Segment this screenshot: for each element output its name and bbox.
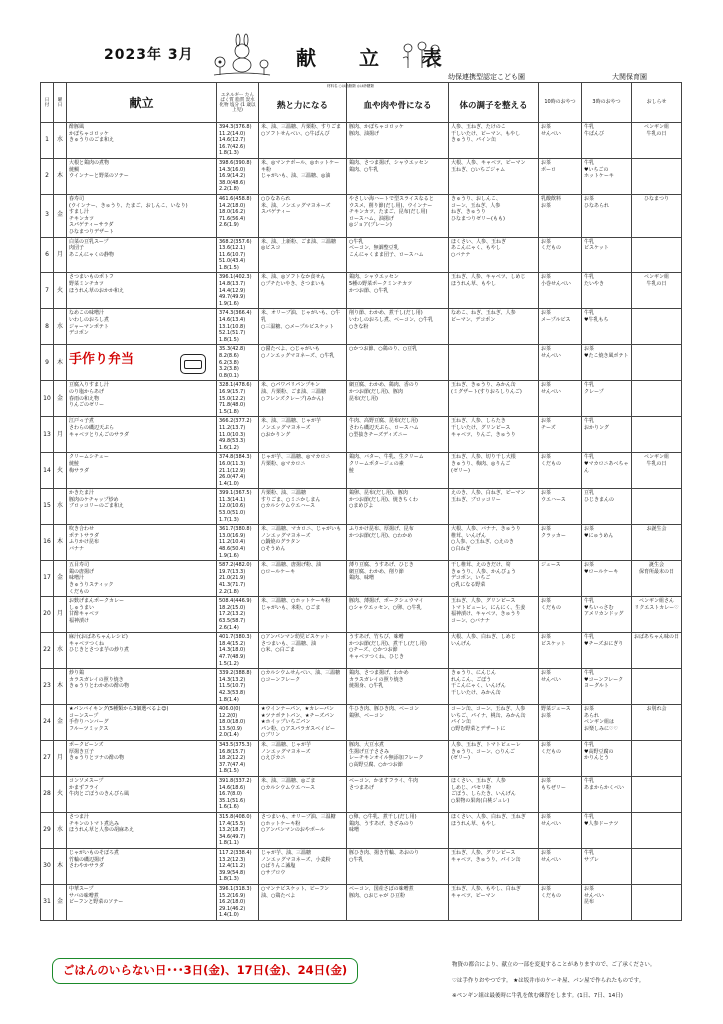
- bento-box-icon: [180, 354, 206, 374]
- day-number: 13: [41, 417, 54, 453]
- day-note: [632, 417, 682, 453]
- day-of-week: 木: [54, 158, 67, 194]
- table-header-row: [41, 83, 682, 123]
- body-building-foods: 牛ひき肉、豚ひき肉、ベーコン 鶏卵、ベーコン: [347, 705, 449, 741]
- nutrition-values: 361.7(380.8) 13.0(16.9) 11.2(10.4) 48.6(50.4) 1.9(1.6): [217, 525, 259, 561]
- day-of-week: 水: [54, 489, 67, 525]
- regulating-foods: 玉ねぎ、人参、しらたき 干しいたけ、グリンピース キャベツ、りんご、きゅうり: [449, 417, 539, 453]
- day-of-week: 木: [54, 345, 67, 381]
- regulating-foods: 人参、玉ねぎ、たけのこ 干しいたけ、ピーマン、もやし きゅうり、パイン缶: [449, 123, 539, 159]
- body-building-foods: 豚肉、薄揚げ、ポークシュウマイ ○シャウエッセン、○卵、○牛乳: [347, 597, 449, 633]
- day-note: [632, 345, 682, 381]
- menu-items: かきたま汁 豚肉のケチャップ炒め ブロッコリーのごま和え: [67, 489, 217, 525]
- menu-day-row: [41, 453, 682, 489]
- energy-foods: 米、油、◎ソフトなか食せん ○プチたいやき、さつまいも: [259, 273, 347, 309]
- menu-day-row: [41, 123, 682, 159]
- afternoon-snack: 牛乳 牛ぱんび: [582, 123, 632, 159]
- afternoon-snack: 牛乳 ビスケット: [582, 237, 632, 273]
- col-green: 体の調子を整える: [449, 83, 539, 123]
- afternoon-snack: 牛乳 ♥牛乳もち: [582, 309, 632, 345]
- day-note: [632, 381, 682, 417]
- afternoon-snack: 牛乳 おかりング: [582, 417, 632, 453]
- menu-items: [67, 345, 217, 381]
- nutrition-values: 117.2(338.4) 13.2(12.3) 12.4(11.2) 39.9(54.8) 1.8(1.3): [217, 848, 259, 884]
- afternoon-snack: お茶 ♥にゅうめん: [582, 525, 632, 561]
- morning-snack: お茶 せんべい: [539, 381, 582, 417]
- flower-sprouts-icon: [400, 40, 442, 70]
- menu-items: お麩げまんポークカレー しゅうまい 甘酢キャベツ 福神漬け: [67, 597, 217, 633]
- footer-note-penguin: ※ペンギン組は最後時に牛乳を飲む練習をします。(1日、7日、14日): [452, 993, 623, 999]
- body-building-foods: ○卵、○牛乳、煮干し(だし用) 鶏肉、うすあげ、きざみのり 味噌: [347, 813, 449, 849]
- regulating-foods: 玉ねぎ、きゅうり、みかん缶 (ミグザート(すりおろしりんご): [449, 381, 539, 417]
- nutrition-values: 339.2(388.8) 14.3(13.2) 11.5(10.7) 42.3(53.8) 1.8(1.4): [217, 669, 259, 705]
- menu-table: [40, 82, 682, 921]
- menu-day-row: [41, 525, 682, 561]
- afternoon-snack: お茶 ♥ロールケーキ: [582, 561, 632, 597]
- menu-items: コンソメスープ かまずフライ 牛肉とごぼうのきんぴら風: [67, 777, 217, 813]
- body-building-foods: 鶏卵、昆布(だし用)、豚肉 かつお節(だし用)、焼きちくわ ○まめびよ: [347, 489, 449, 525]
- regulating-foods: 玉ねぎ、人参、切り干し大根 きゅうり、梅肉、◎りんご (ゼリー): [449, 453, 539, 489]
- body-building-foods: 豚肉、かぼちゃコロッケ 豚肉、油揚げ: [347, 123, 449, 159]
- menu-table-body: [41, 123, 682, 921]
- menu-day-row: [41, 884, 682, 920]
- menu-items: 五目寿司 鶏の唐揚げ 味噌汁 きゅうりスティック くだもの: [67, 561, 217, 597]
- day-number: 15: [41, 489, 54, 525]
- afternoon-snack: お茶 ひなあられ: [582, 194, 632, 237]
- menu-items: じゃがいものそぼろ煮 竹輪の磯辺揚げ さわやかサラダ: [67, 848, 217, 884]
- menu-day-row: [41, 705, 682, 741]
- col-yellow: 血や肉や骨になる: [347, 83, 449, 123]
- day-number: 1: [41, 123, 54, 159]
- nutrition-values: 461.6(458.8) 14.2(18.0) 18.0(16.2) 71.6(56.4) 2.6(1.9): [217, 194, 259, 237]
- energy-foods: 米、三温糖、マカロニ、じゃがいも ノンエッグマヨネーズ ○鍋焼のグラタン ○そうめん: [259, 525, 347, 561]
- material-legend: 材料名 ○は油脂類 ◎は砂糖類: [327, 84, 374, 88]
- school-name: 幼保連携型認定こども園: [448, 73, 525, 81]
- menu-day-row: [41, 273, 682, 309]
- morning-snack: 野菜ジュース お茶: [539, 705, 582, 741]
- body-building-foods: やさしい海ハートで型スライスなると ウスメ、削り節(だし用)、ウインナー チキンカツ、たまご、昆布(だし用) ロースハム、油揚げ ◎ジョア(プレーン): [347, 194, 449, 237]
- menu-day-row: [41, 237, 682, 273]
- nutrition-values: 396.1(402.3) 14.8(13.7) 14.4(12.9) 49.7(49.9) 1.9(1.6): [217, 273, 259, 309]
- day-number: 17: [41, 561, 54, 597]
- col-red-group: [259, 83, 374, 123]
- col-nutrition: エネルギー たんぱく質 脂質 炭水化物 塩分 (1 歳以上児): [217, 83, 259, 123]
- regulating-foods: 玉ねぎ、人参、もやし、白ねぎ キャベツ、ピーマン: [449, 884, 539, 920]
- menu-day-row: [41, 345, 682, 381]
- nutrition-values: 374.3(366.4) 14.6(13.4) 13.1(10.8) 52.1(51.7) 1.8(1.5): [217, 309, 259, 345]
- body-building-foods: 豚ひき肉、揚き竹輪、あおのり ○牛乳: [347, 848, 449, 884]
- menu-items: 白菜の豆乳スープ 肉団子 あこんにゃくの静物: [67, 237, 217, 273]
- day-number: 6: [41, 237, 54, 273]
- menu-items: ポークビーンズ 厚揚き豆子 きゅうりとツナの酢の物: [67, 741, 217, 777]
- page-title: 献 立 表: [296, 46, 460, 70]
- energy-foods: 米、油、三温糖、◎ごま ○カルシウムウエハース: [259, 777, 347, 813]
- morning-snack: ジュース: [539, 561, 582, 597]
- body-building-foods: 豚肉、大豆水煮 生揚げ豆子ささみ レーチキンオイル無添加フレーク ○高野豆腐、○かつお節: [347, 741, 449, 777]
- nutrition-values: 315.8(408.0) 17.4(15.5) 13.2(18.7) 34.6(49.7) 1.8(1.1): [217, 813, 259, 849]
- energy-foods: さつまいも、オリーブ油、三温糖 ○ホットケーキ粉 ○アンパンマンのおやボール: [259, 813, 347, 849]
- handmade-bento-label: 手作り弁当: [69, 351, 135, 367]
- day-note: [632, 669, 682, 705]
- afternoon-snack: 牛乳 ♥ちいっさむ アメリカンドッグ: [582, 597, 632, 633]
- energy-foods: 米、油、上新粉、ごま油、三温糖 ◎ビスコ: [259, 237, 347, 273]
- afternoon-snack: 牛乳 ♥チーズおにぎり: [582, 633, 632, 669]
- day-of-week: 月: [54, 417, 67, 453]
- day-of-week: 金: [54, 561, 67, 597]
- day-note: [632, 777, 682, 813]
- morning-snack: お茶 もちぜリー: [539, 777, 582, 813]
- day-of-week: 金: [54, 705, 67, 741]
- menu-day-row: [41, 669, 682, 705]
- morning-snack: お茶 せんべい: [539, 123, 582, 159]
- morning-snack: お茶 ビスケット: [539, 633, 582, 669]
- day-of-week: 火: [54, 777, 67, 813]
- day-of-week: 月: [54, 237, 67, 273]
- day-number: 22: [41, 633, 54, 669]
- day-number: 16: [41, 525, 54, 561]
- menu-items: 炒り鶏 カラスガレイの照り焼き きゅうりとわかめの酢の物: [67, 669, 217, 705]
- energy-foods: ○醤たべよ、○じゃがいも ○ノンエッグマヨネーズ、○牛乳: [259, 345, 347, 381]
- day-note: ペンギン組さん リクエストカレー♡: [632, 597, 682, 633]
- energy-foods: ○カルシウムせんべい、油、三温糖 ○コーンフレーク: [259, 669, 347, 705]
- energy-foods: 米、オリーブ油、じゃがいも、○牛乳 ○三温糖、○メープルビスケット: [259, 309, 347, 345]
- morning-snack: お茶 小巻せんべい: [539, 273, 582, 309]
- day-number: 31: [41, 884, 54, 920]
- menu-items: 大根と鶏肉の煮物 焼鯛 ウインナーと野菜のソテー: [67, 158, 217, 194]
- energy-foods: 米、○パワパリパンプキン 油、片栗粉、ごま油、三温糖 ○フレンズクレープ(みかん): [259, 381, 347, 417]
- col-dow: 曜日: [54, 83, 67, 123]
- day-of-week: 水: [54, 813, 67, 849]
- day-of-week: 木: [54, 669, 67, 705]
- menu-day-row: [41, 489, 682, 525]
- morning-snack: お茶 せんべい: [539, 848, 582, 884]
- day-of-week: 水: [54, 633, 67, 669]
- menu-day-row: [41, 158, 682, 194]
- rabbit-flowers-illustration-icon: [212, 34, 272, 76]
- day-number: 27: [41, 741, 54, 777]
- menu-day-row: [41, 561, 682, 597]
- afternoon-snack: お茶 せんべい 昆布: [582, 884, 632, 920]
- energy-foods: 米、三温糖、○ホットケーキ粉 じゃがいも、米粉、○ごま: [259, 597, 347, 633]
- body-building-foods: ベーコン、国産さばの味噌煮 豚肉、○おじゃが ひ豆粉: [347, 884, 449, 920]
- nutrition-values: 399.1(367.5) 11.3(14.1) 12.0(10.6) 53.0(51.0) 1.7(1.3): [217, 489, 259, 525]
- energy-foods: 米、◎マンナボール、◎ホットケーキ粉 じゃがいも、油、三温糖、◎油: [259, 158, 347, 194]
- afternoon-snack: 牛乳 クレープ: [582, 381, 632, 417]
- morning-snack: お茶 くだもの: [539, 884, 582, 920]
- menu-items: なめこの味噌汁 いわしのおろし煮 ジャーマンポテト デコポン: [67, 309, 217, 345]
- energy-foods: 片栗粉、油、三温糖 すりごま、○ミニかしまん ○カルシウムウエハース: [259, 489, 347, 525]
- day-note: [632, 848, 682, 884]
- day-number: 8: [41, 309, 54, 345]
- regulating-foods: 大根、人参、白ねぎ、しめじ いんげん: [449, 633, 539, 669]
- menu-day-row: [41, 777, 682, 813]
- morning-snack: お茶 くだもの: [539, 453, 582, 489]
- regulating-foods: えのき、人参、白ねぎ、ピーマン 玉ねぎ、ブロッコリー: [449, 489, 539, 525]
- nutrition-values: 368.2(357.6) 13.6(12.1) 11.6(10.7) 51.0(43.4) 1.8(1.5): [217, 237, 259, 273]
- day-of-week: 木: [54, 525, 67, 561]
- menu-items: クリームシチュー 焼鮭 梅サラダ: [67, 453, 217, 489]
- morning-snack: お茶 チーズ: [539, 417, 582, 453]
- energy-foods: 米、油、三温糖、片栗粉、すりごま ○ソフトせんべい、○牛ぱんび: [259, 123, 347, 159]
- no-rice-days-banner: ごはんのいらない日･･･3日(金)、17日(金)、24日(金): [52, 958, 358, 984]
- footer-note-legend: ♡は手作りおやつです。 ★は坂井市のケーキ屋、パン屋で作られたものです。: [452, 978, 645, 984]
- body-building-foods: 網豆腐、わかめ、鶏肉、香のり かつお節(だし用)、豚肉 昆布(だし用): [347, 381, 449, 417]
- day-number: 10: [41, 381, 54, 417]
- body-building-foods: ○牛乳 ベーコン、無調整豆乳 こんにゃくまま団子、ロースハム: [347, 237, 449, 273]
- menu-items: 江戸っ子煮 さわらの磯辺天ぷら キャベツとりんごのサラダ: [67, 417, 217, 453]
- day-note: 誕生会 保育所最末の日: [632, 561, 682, 597]
- body-building-foods: 鶏肉、さつま揚げ、わかめ カラスガレイの照り焼き 焼揚身、○牛乳: [347, 669, 449, 705]
- body-building-foods: ○かつお節、○鶏のり、○豆乳: [347, 345, 449, 381]
- regulating-foods: ほくさい、玉ねぎ、人参 しめじ、パセリ粉 ごぼう、しらたき、いんげん ○果物の果肉(白桃ジュレ): [449, 777, 539, 813]
- morning-snack: お茶 せんべい: [539, 669, 582, 705]
- footer-note-change: 物資の都合により、献立の一部を変更することがありますので、ご了承ください。: [452, 962, 656, 968]
- nutrition-values: 366.2(377.2) 11.2(13.7) 11.0(10.3) 49.8(53.3) 1.6(1.2): [217, 417, 259, 453]
- nutrition-values: 394.3(376.8) 11.2(14.0) 14.6(12.7) 16.7(42.6) 1.8(1.3): [217, 123, 259, 159]
- day-number: 29: [41, 813, 54, 849]
- day-note: お誕生会: [632, 525, 682, 561]
- day-note: おばあちゃん味の日: [632, 633, 682, 669]
- regulating-foods: 玉ねぎ、人参、グリンピース トマトピューレ、にんにく、生姜 福神漬け、キャベツ、きゅうり コーン、○バナナ: [449, 597, 539, 633]
- day-number: 9: [41, 345, 54, 381]
- day-of-week: 月: [54, 741, 67, 777]
- morning-snack: お茶 せんべい: [539, 813, 582, 849]
- nutrition-values: 343.5(375.3) 16.8(15.7) 18.2(12.2) 37.7(47.4) 1.8(1.5): [217, 741, 259, 777]
- morning-snack: 乳酸飲料 お茶: [539, 194, 582, 237]
- morning-snack: お茶 ウエハース: [539, 489, 582, 525]
- nutrition-values: 328.1(478.6) 16.9(15.7) 15.0(12.2) 71.8(48.0) 1.5(1.8): [217, 381, 259, 417]
- afternoon-snack: 牛乳 ♥マカロニあべちゃん: [582, 453, 632, 489]
- day-number: 2: [41, 158, 54, 194]
- nutrition-values: 391.8(337.2) 14.6(18.6) 16.7(8.0) 35.1(51.6) 1.6(1.6): [217, 777, 259, 813]
- morning-snack: お茶 くだもの: [539, 237, 582, 273]
- regulating-foods: コーン缶、コーン、玉ねぎ、人参 いちご、パイナ、桃缶、みかん缶 パイン缶 ○野む野菜とデザートに: [449, 705, 539, 741]
- afternoon-snack: お茶 あられ ペンギン組は お楽しみに♡♡: [582, 705, 632, 741]
- energy-foods: 米、油、三温糖、じゃが芋 ノンエッグマヨネーズ ○おかりング: [259, 417, 347, 453]
- nutrition-values: 374.8(384.3) 16.0(11.3) 21.1(12.9) 26.0(47.4) 1.4(1.0): [217, 453, 259, 489]
- day-number: 20: [41, 597, 54, 633]
- nutrition-values: 396.1(318.3) 15.2(16.9) 16.2(18.0) 29.1(46.2) 1.4(1.0): [217, 884, 259, 920]
- afternoon-snack: 牛乳 たいやき: [582, 273, 632, 309]
- branch-name: 大関保育園: [612, 73, 647, 81]
- day-note: ペンギン組 牛乳の日: [632, 123, 682, 159]
- regulating-foods: 人参、玉ねぎ、トマトピューレ きゅうり、コーン、○りんご (ゼリー): [449, 741, 539, 777]
- body-building-foods: ベーコン、かますフライ、牛肉 さつまあげ: [347, 777, 449, 813]
- menu-day-row: [41, 417, 682, 453]
- regulating-foods: 干し椎茸、えのきだけ、筍 きゅうり、人参、かんぴょう デコポン、いちご ○乳になる野菜: [449, 561, 539, 597]
- day-note: お別れ会: [632, 705, 682, 741]
- energy-foods: ★ウインナーパン、★カレーパン ★ツナポテトパン、★チーズパン ★ホイップいちごパン パン粉、○アスパラガスベイビー ○ブリン: [259, 705, 347, 741]
- morning-snack: お茶 メープルビス: [539, 309, 582, 345]
- morning-snack: お茶 せんべい: [539, 345, 582, 381]
- energy-foods: 米、三温糖、じゃが芋 ノンエッグマヨネーズ ○えびカニ: [259, 741, 347, 777]
- morning-snack: お茶 くだもの: [539, 741, 582, 777]
- day-number: 7: [41, 273, 54, 309]
- nutrition-values: 401.7(380.3) 18.4(15.2) 14.3(18.0) 47.7(48.9) 1.5(1.2): [217, 633, 259, 669]
- day-number: 14: [41, 453, 54, 489]
- afternoon-snack: 牛乳 ♥人参ドーナツ: [582, 813, 632, 849]
- menu-items: 中華スープ サバの味噌煮 ビーフンと野菜のソテー: [67, 884, 217, 920]
- energy-foods: 米、三温糖、唐揚げ粉、油 ○ロールケーキ: [259, 561, 347, 597]
- menu-items: 麻汁(おばあちゃんレシピ) キャベツつくね ひじきとさつま芋の炒り煮: [67, 633, 217, 669]
- body-building-foods: 鶏肉、シャウエッセン 5種の野菜ポークミンチカツ かつお節、○牛乳: [347, 273, 449, 309]
- day-of-week: 金: [54, 381, 67, 417]
- day-of-week: 金: [54, 194, 67, 237]
- day-of-week: 火: [54, 453, 67, 489]
- regulating-foods: 玉ねぎ、人参、グリンピース キャベツ、きゅうり、パイン缶: [449, 848, 539, 884]
- nutrition-values: 35.3(42.8) 8.2(8.6) 6.2(3.8) 3.2(3.8) 0.8(0.1): [217, 345, 259, 381]
- energy-foods: じゃが芋、油、三温糖 ノンエッグマヨネーズ、小麦粉 ○ばりんこ滅塩 ○サブロウ: [259, 848, 347, 884]
- day-of-week: 火: [54, 273, 67, 309]
- day-note: [632, 813, 682, 849]
- nutrition-values: 398.6(390.8) 14.3(16.0) 16.9(14.2) 38.0(48.6) 2.2(1.8): [217, 158, 259, 194]
- day-number: 23: [41, 669, 54, 705]
- morning-snack: お茶 くだもの: [539, 597, 582, 633]
- energy-foods: ○アンパンマン幼児ビスケット さつまいも、三温糖、油 ○米、○白ごま: [259, 633, 347, 669]
- menu-items: 酢豚風 かぼちゃコロッケ きゅうりのごま和え: [67, 123, 217, 159]
- regulating-foods: ほくさい、人参、白ねぎ、玉ねぎ ほうれん草、もやし: [449, 813, 539, 849]
- regulating-foods: 大根、人参、キャベツ、ピーマン 玉ねぎ、○いちごジャム: [449, 158, 539, 194]
- afternoon-snack: 牛乳 あまからかくべい: [582, 777, 632, 813]
- menu-day-row: [41, 381, 682, 417]
- body-building-foods: 薄り豆腐、うすあげ、ひじき 網豆腐、わかめ、削り節 鶏肉、味噌: [347, 561, 449, 597]
- morning-snack: お茶 クラッカー: [539, 525, 582, 561]
- day-number: 30: [41, 848, 54, 884]
- day-note: ペンギン組 牛乳の日: [632, 453, 682, 489]
- afternoon-snack: 牛乳 ♥高野豆腐の かりんとう: [582, 741, 632, 777]
- menu-day-row: [41, 597, 682, 633]
- menu-items: ★パンバイキング(5種類から3個選べるよ😊) コーンスープ 手作りハンバーグ フルーツミックス: [67, 705, 217, 741]
- regulating-foods: [449, 345, 539, 381]
- energy-foods: ○ひなあられ 米、油、ノンエッグマヨネーズ スパゲティー: [259, 194, 347, 237]
- body-building-foods: 鶏肉、さつま揚げ、シャウエッセン 鶏肉、○牛乳: [347, 158, 449, 194]
- col-day: 日付: [41, 83, 54, 123]
- day-number: 3: [41, 194, 54, 237]
- body-building-foods: 削り節、わかめ、煮干し(だし用) いわしのおろし煮、ベーコン、○牛乳 ○きな粉: [347, 309, 449, 345]
- afternoon-snack: 牛乳 サブレ: [582, 848, 632, 884]
- regulating-foods: ほくさい、人参、玉ねぎ あこんにゃく、もやし ○バナナ: [449, 237, 539, 273]
- menu-items: さつまいものポトフ 野菜ミンチカツ ほうれん草のおかか和え: [67, 273, 217, 309]
- nutrition-values: 587.2(482.0) 19.7(13.3) 21.0(21.9) 41.3(71.7) 2.2(1.8): [217, 561, 259, 597]
- day-of-week: 金: [54, 884, 67, 920]
- menu-items: 豆腐入りすまし汁 のり塩からあげ 春雨の和え物 りんごのゼリー: [67, 381, 217, 417]
- day-note: [632, 158, 682, 194]
- regulating-foods: きゅうり、おしんこ、 コーン、玉ねぎ、人参 ねぎ、きゅうり ひなまつりゼリー(もも): [449, 194, 539, 237]
- menu-items: さつま汁 チキンのトマト煮込み ほうれん草と人参の胡麻あえ: [67, 813, 217, 849]
- menu-items: 吹き合わせ ポテトサラダ ふりかけ昆布 バナナ: [67, 525, 217, 561]
- body-building-foods: 鶏肉、バター、牛乳、生クリーム クリームポタージュの素 鮭: [347, 453, 449, 489]
- afternoon-snack: 豆乳 ひじきまんの: [582, 489, 632, 525]
- day-note: ペンギン組 牛乳の日: [632, 273, 682, 309]
- day-number: 28: [41, 777, 54, 813]
- col-snack-pm: 3時のおやつ: [582, 83, 632, 123]
- regulating-foods: なめこ、ねぎ、玉ねぎ、人参 ピーマン、デコポン: [449, 309, 539, 345]
- day-number: 24: [41, 705, 54, 741]
- menu-day-row: [41, 741, 682, 777]
- day-note: [632, 309, 682, 345]
- body-building-foods: 牛肉、高野豆腐、昆布(だし用) さわら磯辺天ぷら、ロースハム ○型抜きチーズディズニー: [347, 417, 449, 453]
- morning-snack: お茶 ボーロ: [539, 158, 582, 194]
- menu-day-row: [41, 309, 682, 345]
- day-note: [632, 489, 682, 525]
- menu-day-row: [41, 813, 682, 849]
- day-note: ひなまつり: [632, 194, 682, 237]
- year-month: 2023年 3月: [104, 47, 194, 63]
- col-menu: 献立: [67, 83, 217, 123]
- day-of-week: 水: [54, 123, 67, 159]
- day-note: [632, 884, 682, 920]
- body-building-foods: ふりかけ昆布、厚揚げ、昆布 かつお節(だし用)、○わかめ: [347, 525, 449, 561]
- menu-day-row: [41, 194, 682, 237]
- menu-day-row: [41, 848, 682, 884]
- col-red-label: 熱と力になる: [276, 100, 328, 111]
- energy-foods: じゃが芋、三温糖、◎マカロニ 片栗粉、◎マカロニ: [259, 453, 347, 489]
- day-note: [632, 237, 682, 273]
- afternoon-snack: お茶 ♥たこ焼き風ポテト: [582, 345, 632, 381]
- energy-foods: ○マンナビスケット、ビーフン 油、○鶏たべよ: [259, 884, 347, 920]
- body-building-foods: うすあげ、竹ちび、味噌 かつお節(だし用)、煮干し(だし用) ○チーズ、○かつお節 キャベツつくね、ひじき: [347, 633, 449, 669]
- day-note: [632, 741, 682, 777]
- day-of-week: 月: [54, 597, 67, 633]
- regulating-foods: 大根、人参、バナナ、きゅうり 椎茸、いんげん ○人参、○玉ねぎ、○えのき ○白ねぎ: [449, 525, 539, 561]
- nutrition-values: 508.4(446.9) 18.2(15.0) 17.2(13.2) 63.5(58.7) 2.6(1.4): [217, 597, 259, 633]
- day-of-week: 水: [54, 309, 67, 345]
- regulating-foods: きゅうり、にんじん れんこん、ごぼう 干こんにゃく、いんげん 干しいたけ、みかん缶: [449, 669, 539, 705]
- col-notes: おしらせ: [632, 83, 682, 123]
- col-snack-am: 10時のおやつ: [539, 83, 582, 123]
- afternoon-snack: 牛乳 ♥コーンフレーク ヨーグルト: [582, 669, 632, 705]
- menu-day-row: [41, 633, 682, 669]
- afternoon-snack: 牛乳 ♥いちごの ホットケーキ: [582, 158, 632, 194]
- day-of-week: 木: [54, 848, 67, 884]
- nutrition-values: 406.0(0) 12.2(0) 18.0(18.0) 13.5(0.9) 2.0(1.4): [217, 705, 259, 741]
- menu-items: 春寿司 (ウインナー、きゅうり、たまご、おしんこ、いなり) すまし汁 チキンカツ スパゲティーサラダ ひなまつりデザート: [67, 194, 217, 237]
- regulating-foods: 玉ねぎ、人参、キャベツ、しめじ ほうれん草、もやし: [449, 273, 539, 309]
